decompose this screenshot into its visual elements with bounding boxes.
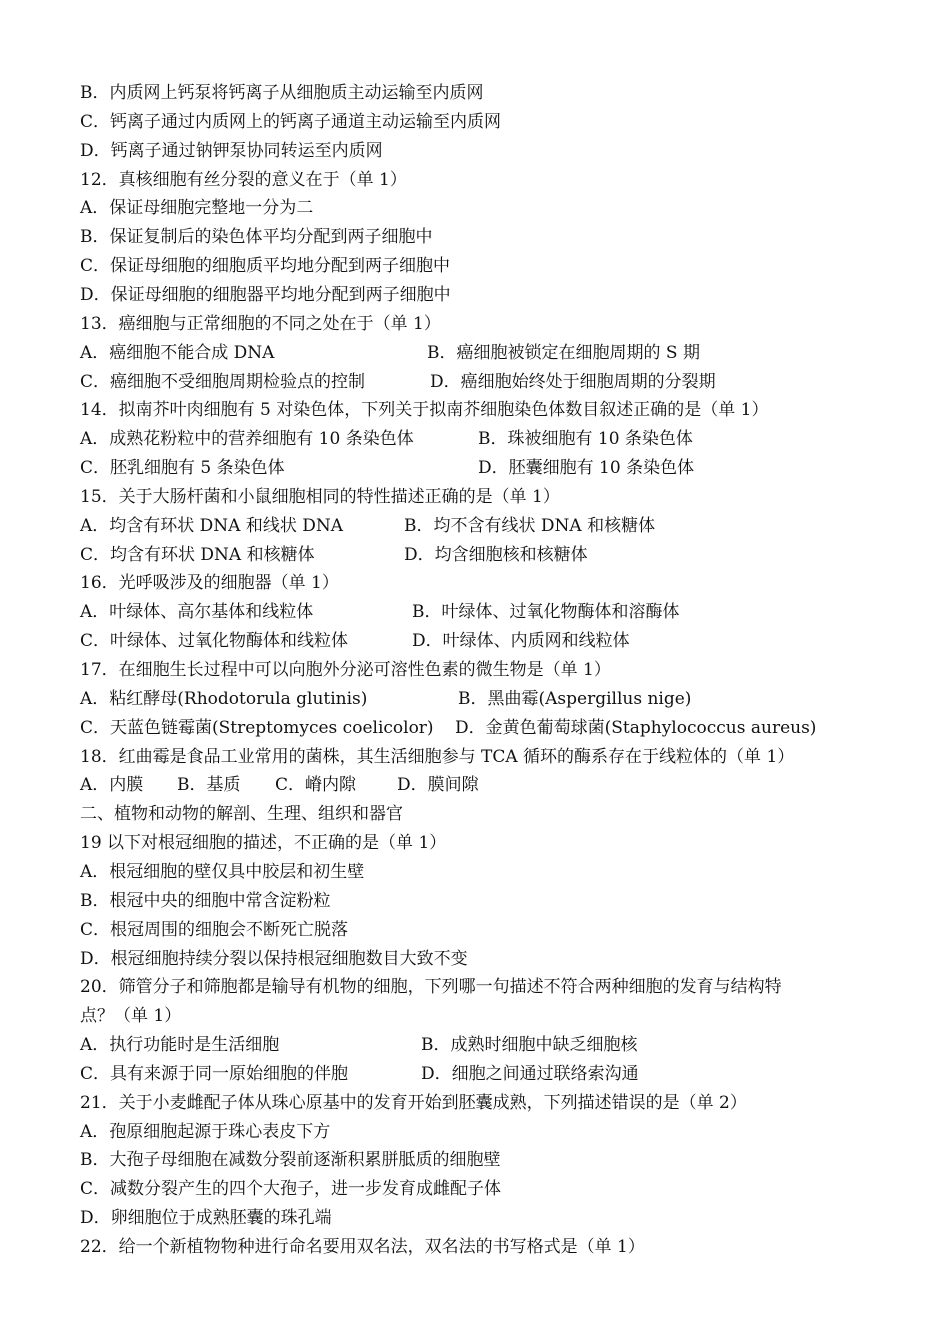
answer-option: B．黑曲霉(Aspergillus nige) [458, 689, 692, 709]
text-line: A．孢原细胞起源于珠心表皮下方 [80, 1122, 331, 1142]
text-line: D．保证母细胞的细胞器平均地分配到两子细胞中 [80, 285, 451, 305]
text-line: 17．在细胞生长过程中可以向胞外分泌可溶性色素的微生物是（单 1） [80, 660, 611, 680]
answer-option: A．叶绿体、高尔基体和线粒体 [80, 602, 314, 622]
answer-option: B．癌细胞被锁定在细胞周期的 S 期 [427, 343, 700, 363]
text-line: C．减数分裂产生的四个大孢子，进一步发育成雌配子体 [80, 1179, 502, 1199]
text-line: B．根冠中央的细胞中常含淀粉粒 [80, 891, 331, 911]
answer-option: D．均含细胞核和核糖体 [404, 545, 588, 565]
answer-option: C．具有来源于同一原始细胞的伴胞 [80, 1064, 349, 1084]
answer-option: C．均含有环状 DNA 和核糖体 [80, 545, 315, 565]
text-line: 16．光呼吸涉及的细胞器（单 1） [80, 573, 339, 593]
text-line: A．保证母细胞完整地一分为二 [80, 198, 314, 218]
answer-option: A．均含有环状 DNA 和线状 DNA [80, 516, 344, 536]
text-line: D．钙离子通过钠钾泵协同转运至内质网 [80, 141, 383, 161]
text-line: 点？（单 1） [80, 1006, 182, 1026]
answer-option: C．胚乳细胞有 5 条染色体 [80, 458, 285, 478]
text-line: A．根冠细胞的壁仅具中胶层和初生壁 [80, 862, 365, 882]
answer-option: A．粘红酵母(Rhodotorula glutinis) [80, 689, 368, 709]
answer-option: B．均不含有线状 DNA 和核糖体 [404, 516, 656, 536]
text-line: 20．筛管分子和筛胞都是输导有机物的细胞，下列哪一句描述不符合两种细胞的发育与结构特 [80, 977, 782, 997]
answer-option: C．天蓝色链霉菌(Streptomyces coelicolor) [80, 718, 434, 738]
answer-option: A．成熟花粉粒中的营养细胞有 10 条染色体 [80, 429, 414, 449]
text-line: 22．给一个新植物物种进行命名要用双名法，双名法的书写格式是（单 1） [80, 1237, 645, 1257]
answer-option: D．叶绿体、内质网和线粒体 [412, 631, 630, 651]
text-line: 19 以下对根冠细胞的描述，不正确的是（单 1） [80, 833, 447, 853]
text-line: 21．关于小麦雌配子体从珠心原基中的发育开始到胚囊成熟，下列描述错误的是（单 2） [80, 1093, 747, 1113]
answer-option: B．成熟时细胞中缺乏细胞核 [421, 1035, 638, 1055]
answer-option: B．叶绿体、过氧化物酶体和溶酶体 [412, 602, 680, 622]
answer-option: D．金黄色葡萄球菌(Staphylococcus aureus) [455, 718, 817, 738]
answer-option: B．基质 [177, 775, 241, 795]
text-line: D．卵细胞位于成熟胚囊的珠孔端 [80, 1208, 332, 1228]
answer-option: A．执行功能时是生活细胞 [80, 1035, 280, 1055]
answer-option: C．嵴内隙 [275, 775, 357, 795]
text-line: 13．癌细胞与正常细胞的不同之处在于（单 1） [80, 314, 441, 334]
answer-option: C．叶绿体、过氧化物酶体和线粒体 [80, 631, 349, 651]
text-line: B．大孢子母细胞在减数分裂前逐渐积累胼胝质的细胞壁 [80, 1150, 501, 1170]
text-line: 二、植物和动物的解剖、生理、组织和器官 [80, 804, 403, 824]
text-line: C．根冠周围的细胞会不断死亡脱落 [80, 920, 349, 940]
text-line: 18．红曲霉是食品工业常用的菌株，其生活细胞参与 TCA 循环的酶系存在于线粒体的（单 1） [80, 747, 795, 767]
answer-option: B．珠被细胞有 10 条染色体 [478, 429, 693, 449]
text-line: 12．真核细胞有丝分裂的意义在于（单 1） [80, 170, 407, 190]
text-line: 15．关于大肠杆菌和小鼠细胞相同的特性描述正确的是（单 1） [80, 487, 560, 507]
text-line: D．根冠细胞持续分裂以保持根冠细胞数目大致不变 [80, 949, 468, 969]
text-line: 14．拟南芥叶肉细胞有 5 对染色体，下列关于拟南芥细胞染色体数目叙述正确的是（单 1） [80, 400, 769, 420]
answer-option: C．癌细胞不受细胞周期检验点的控制 [80, 372, 366, 392]
answer-option: A．癌细胞不能合成 DNA [80, 343, 275, 363]
text-line: B．保证复制后的染色体平均分配到两子细胞中 [80, 227, 433, 247]
text-line: C．保证母细胞的细胞质平均地分配到两子细胞中 [80, 256, 451, 276]
text-line: B．内质网上钙泵将钙离子从细胞质主动运输至内质网 [80, 83, 484, 103]
answer-option: D．膜间隙 [397, 775, 479, 795]
answer-option: D．细胞之间通过联络索沟通 [421, 1064, 639, 1084]
text-line: C．钙离子通过内质网上的钙离子通道主动运输至内质网 [80, 112, 502, 132]
answer-option: D．癌细胞始终处于细胞周期的分裂期 [430, 372, 716, 392]
answer-option: A．内膜 [80, 775, 144, 795]
answer-option: D．胚囊细胞有 10 条染色体 [478, 458, 695, 478]
